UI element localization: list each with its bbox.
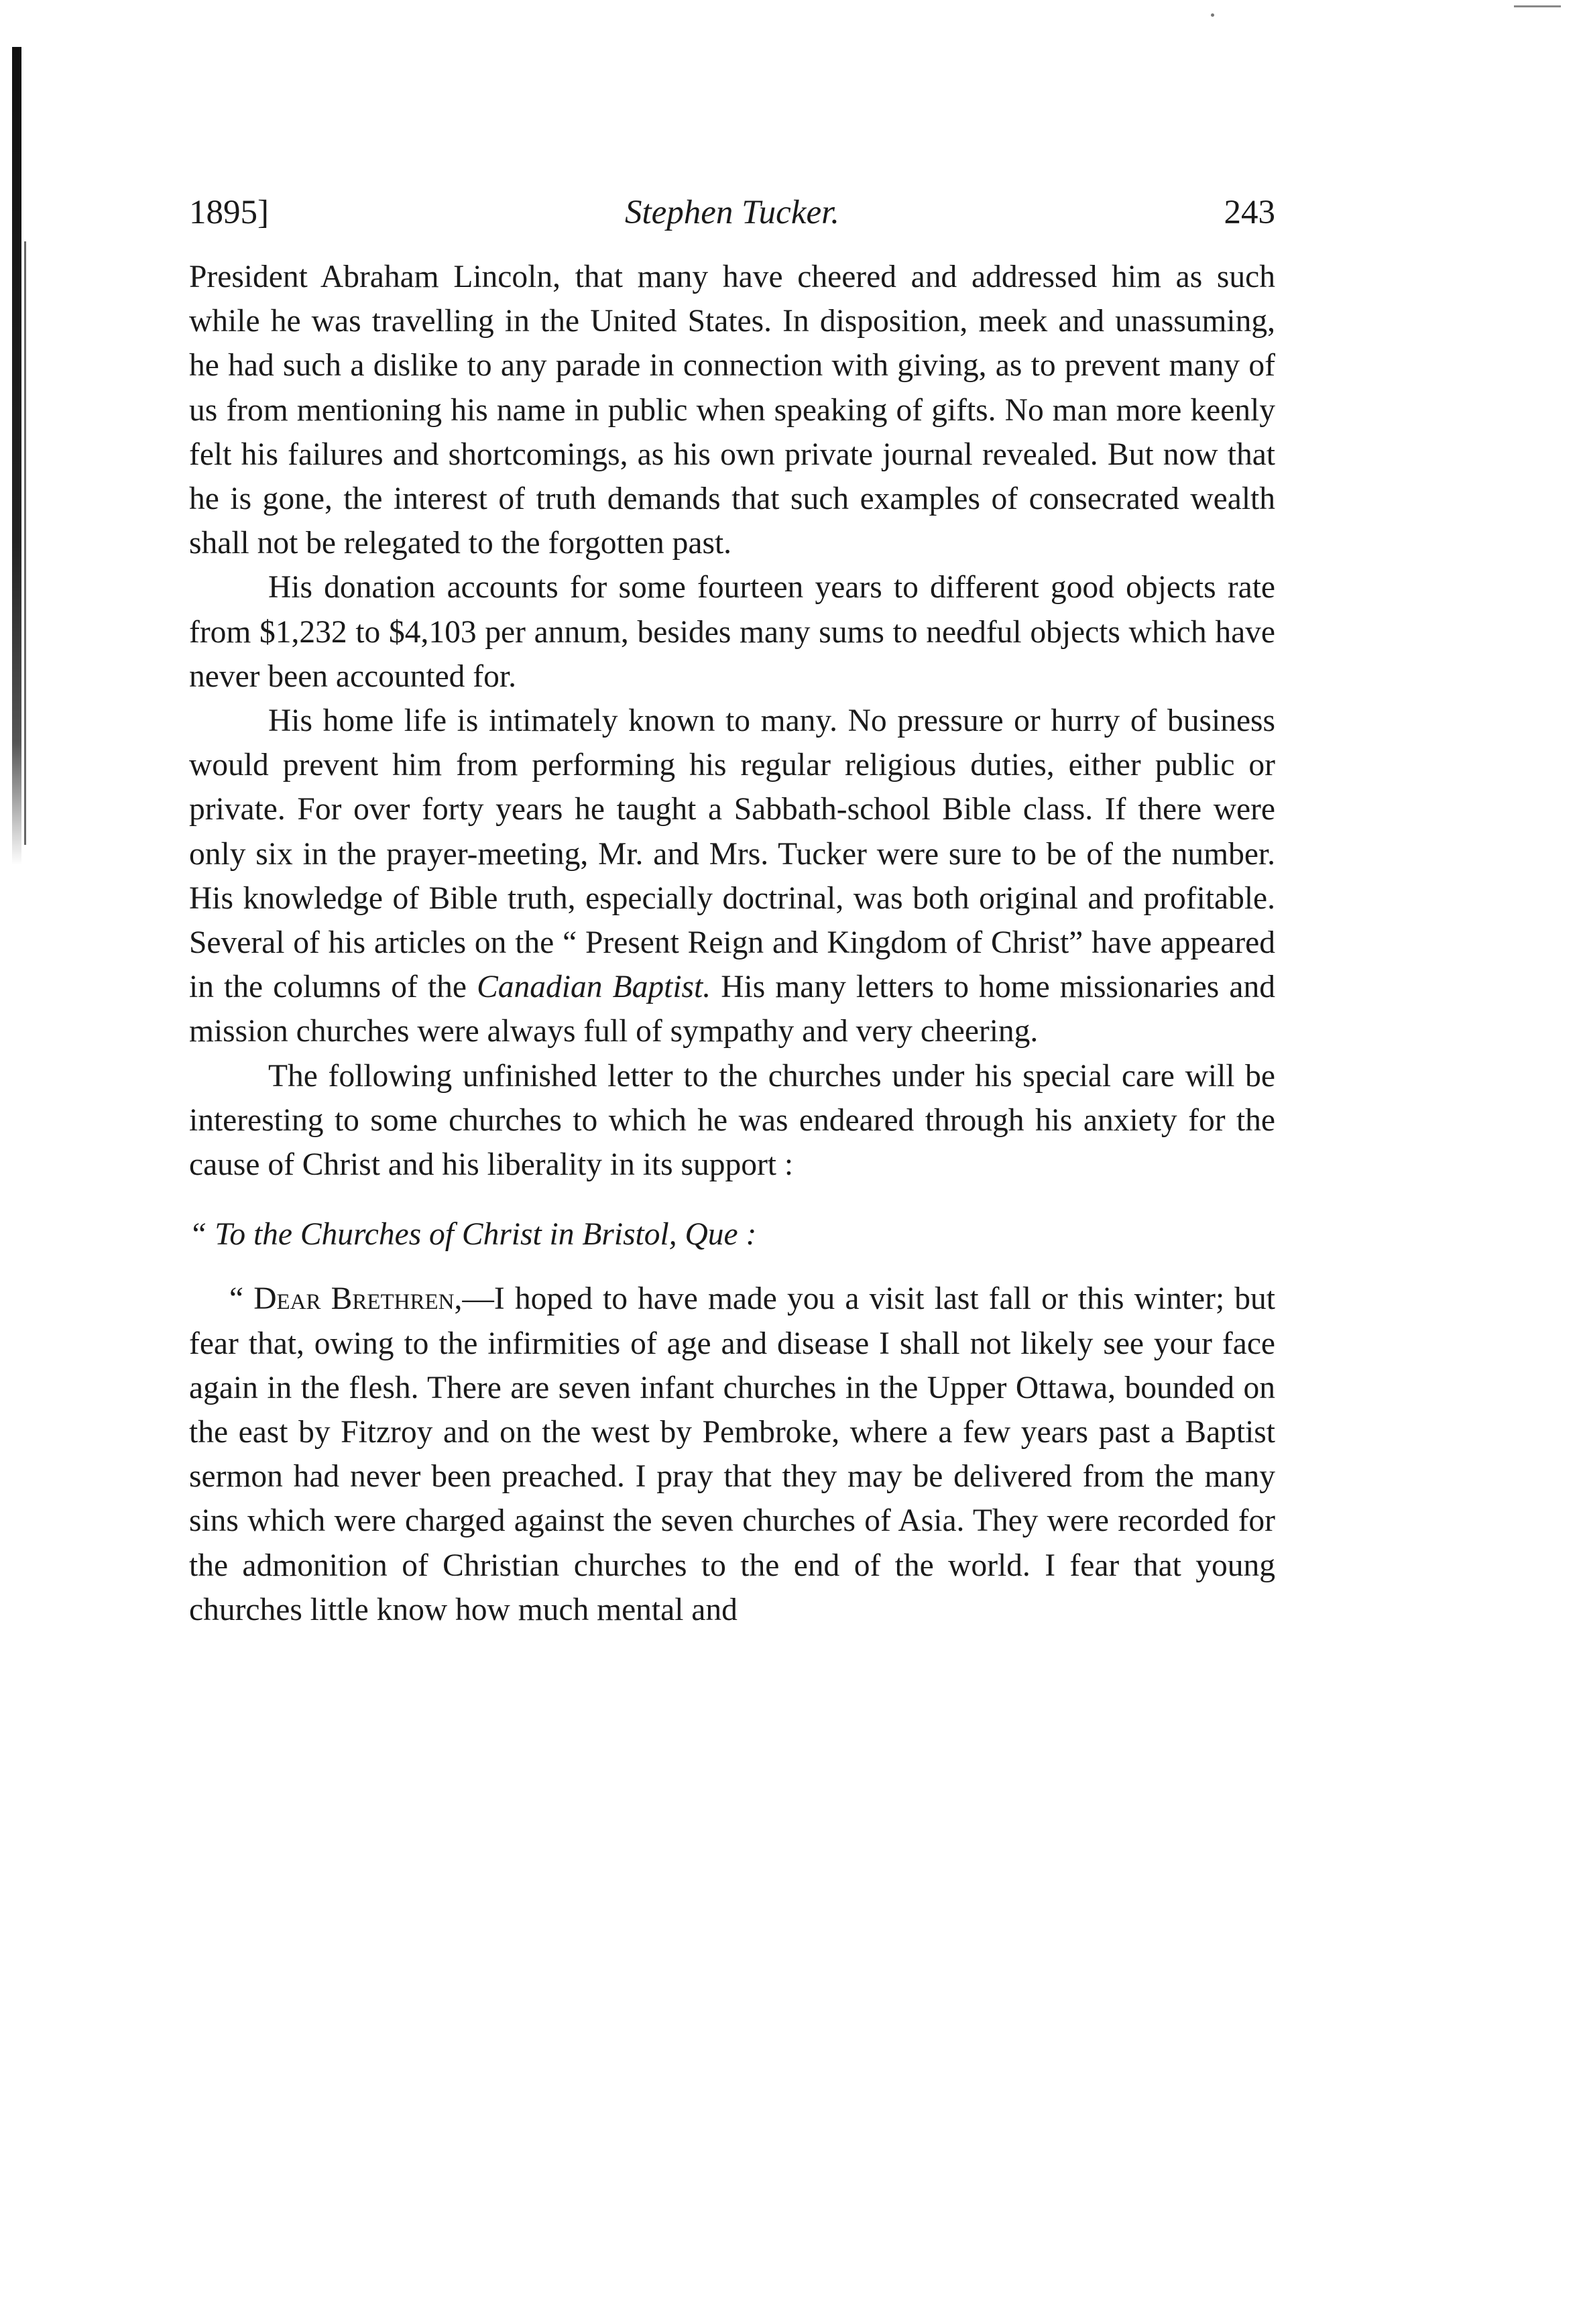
running-title: Stephen Tucker. bbox=[624, 194, 840, 231]
page-number: 243 bbox=[1224, 194, 1275, 231]
letter-salutation: “ Dear Brethren, bbox=[229, 1281, 463, 1317]
binding-edge-line bbox=[24, 241, 26, 845]
letter-heading: “ To the Churches of Christ in Bristol, Que : bbox=[189, 1217, 757, 1253]
letter-body-text: —I hoped to have made you a visit last fall or this winter; but fear that, owing to the infirmities of age and disease I shall not likely see your face again in the flesh. There are seven infant churches in the Upper Ottawa, bounded on the east by Fitzroy and on the west by Pembroke, where a few years past a Baptist sermon had never been preached. I pray that they may be delivered from the many sins which were charged against the seven churches of Asia. They were recorded for the admonition of Christian churches to the end of the world. I fear that young churches little know how much mental and bbox=[189, 1281, 1275, 1627]
letter-body bbox=[189, 1277, 1275, 1632]
scan-dot bbox=[1211, 13, 1214, 17]
binding-edge-shadow bbox=[12, 47, 21, 865]
scan-mark bbox=[1514, 5, 1561, 7]
paragraph-3-text-b: His many letters to home missionaries and mission churches were always full of sympathy and very cheering. bbox=[189, 970, 1275, 1049]
newspaper-title: Canadian Baptist. bbox=[477, 970, 711, 1005]
running-header bbox=[189, 189, 1275, 236]
body-text bbox=[189, 255, 1275, 1632]
paragraph-3 bbox=[189, 699, 1275, 1054]
paragraph-2: His donation accounts for some fourteen years to different good objects rate from $1,232 to $4,103 per annum, besides many sums to needful objects which have never been accounted for. bbox=[189, 570, 1275, 694]
paragraph-3-text-a: His home life is intimately known to many. No pressure or hurry of business would prevent him from performing his regular religious duties, either public or private. For over forty years he taught a Sabbath-school Bible class. If there were only six in the prayer-meeting, Mr. and Mrs. Tucker were sure to be of the number. His knowledge of Bible truth, especially doctrinal, was both original and profitable. Several of his articles on the “ Present Reign and Kingdom of Christ” have appeared in the columns of the bbox=[189, 703, 1275, 1005]
paragraph-1: President Abraham Lincoln, that many have cheered and addressed him as such while he was travelling in the United States. In disposition, meek and unassuming, he had such a dislike to any parade in connection with giving, as to prevent many of us from mentioning his name in public when speaking of gifts. No man more keenly felt his failures and shortcomings, as his own private journal revealed. But now that he is gone, the interest of truth demands that such examples of consecrated wealth shall not be relegated to the forgotten past. bbox=[189, 259, 1275, 561]
paragraph-4: The following unfinished letter to the churches under his special care will be interesting to some churches to which he was endeared through his anxiety for the cause of Christ and his liberality in its support : bbox=[189, 1058, 1275, 1183]
header-year: 1895] bbox=[189, 194, 269, 231]
